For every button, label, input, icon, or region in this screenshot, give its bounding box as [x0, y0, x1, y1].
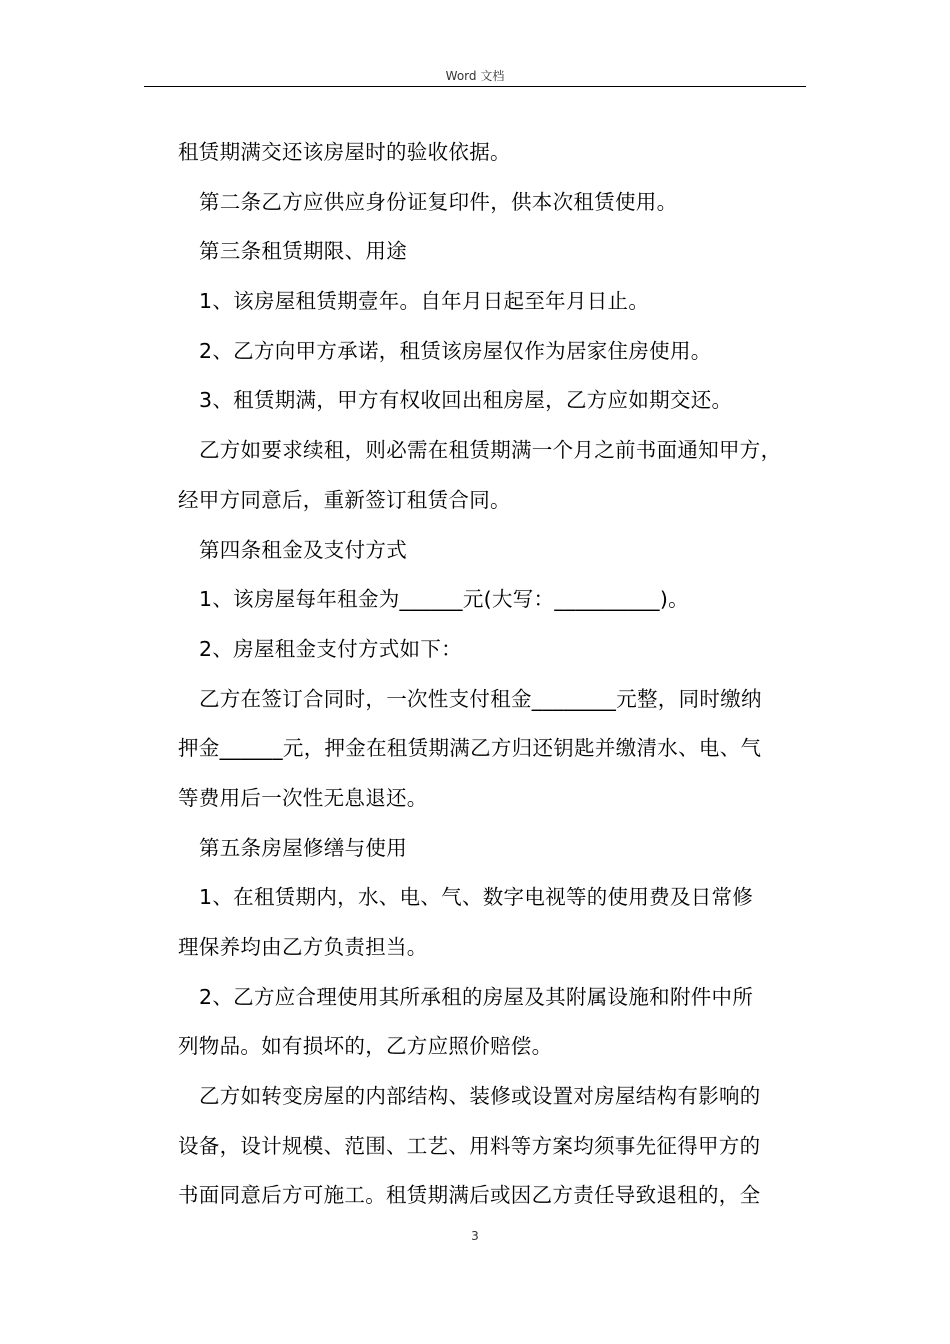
- text-line: 1、在租赁期内，水、电、气、数字电视等的使用费及日常修: [199, 885, 754, 910]
- text-line: 乙方在签订合同时，一次性支付租金________元整，同时缴纳: [199, 686, 762, 711]
- text-line: 第三条租赁期限、用途: [199, 239, 407, 264]
- text-line: 第二条乙方应供应身份证复印件，供本次租赁使用。: [199, 189, 678, 214]
- text-line: 列物品。如有损坏的，乙方应照价赔偿。: [178, 1034, 553, 1059]
- text-line: 乙方如要求续租，则必需在租赁期满一个月之前书面通知甲方，: [199, 438, 782, 463]
- text-line: 等费用后一次性无息退还。: [178, 785, 428, 810]
- text-line: 理保养均由乙方负责担当。: [178, 935, 428, 959]
- text-line: 租赁期满交还该房屋时的验收依据。: [178, 140, 511, 164]
- page-number: 3: [471, 1229, 479, 1243]
- text-line: 书面同意后方可施工。租赁期满后或因乙方责任导致退租的，全: [178, 1183, 761, 1208]
- text-line: 乙方如转变房屋的内部结构、装修或设置对房屋结构有影响的: [199, 1084, 761, 1109]
- text-line: 第五条房屋修缮与使用: [199, 835, 407, 860]
- text-line: 第四条租金及支付方式: [199, 537, 407, 562]
- document-body: [178, 128, 808, 1221]
- text-line: 押金______元，押金在租赁期满乙方归还钥匙并缴清水、电、气: [178, 736, 762, 761]
- text-line: 2、乙方向甲方承诺，租赁该房屋仅作为居家住房使用。: [199, 338, 712, 363]
- text-line: 1、该房屋租赁期壹年。自年月日起至年月日止。: [199, 289, 650, 314]
- text-line: 设备，设计规模、范围、工艺、用料等方案均须事先征得甲方的: [178, 1133, 761, 1158]
- text-line: 2、乙方应合理使用其所承租的房屋及其附属设施和附件中所: [199, 984, 754, 1009]
- page-header-title: Word 文档: [445, 69, 505, 83]
- text-line: 1、该房屋每年租金为______元(大写：__________)。: [199, 587, 689, 612]
- header-divider: [144, 86, 806, 87]
- text-line: 2、房屋租金支付方式如下：: [199, 636, 462, 661]
- text-line: 经甲方同意后，重新签订租赁合同。: [178, 487, 511, 512]
- text-line: 3、租赁期满，甲方有权收回出租房屋，乙方应如期交还。: [199, 388, 733, 413]
